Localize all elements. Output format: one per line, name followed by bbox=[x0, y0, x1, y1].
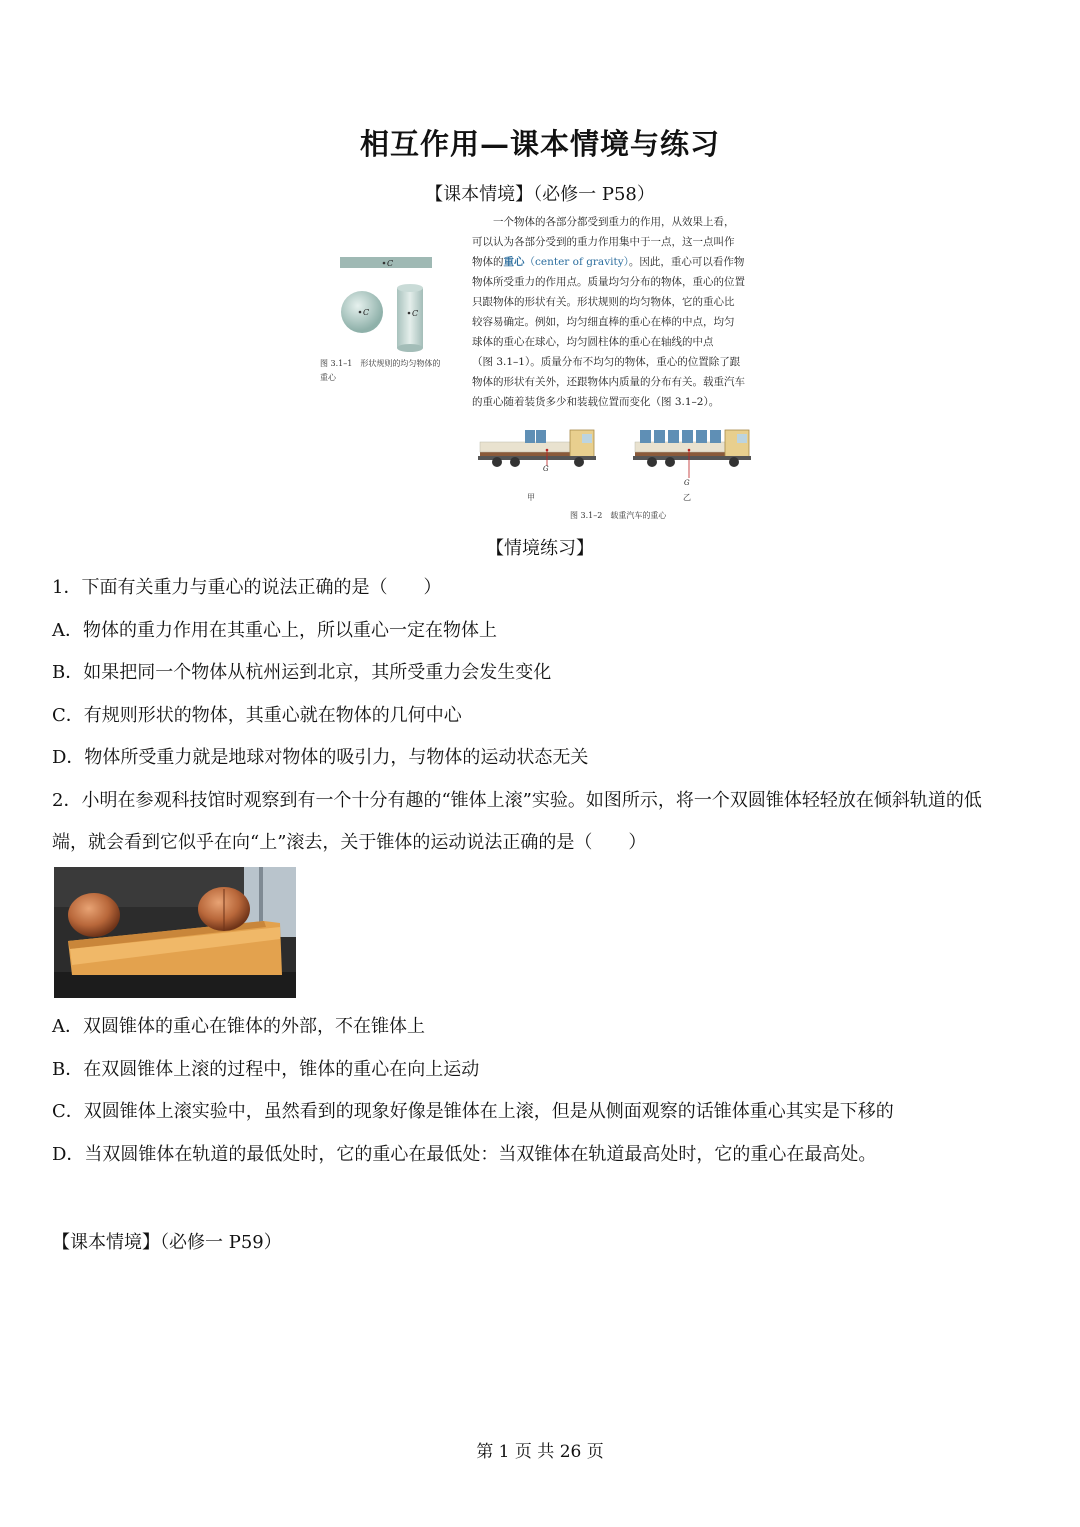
cone-rolling-photo bbox=[54, 867, 296, 998]
question-1-option-d: D．物体所受重力就是地球对物体的吸引力，与物体的运动状态无关 bbox=[52, 747, 589, 768]
question-2-option-c: C．双圆锥体上滚实验中，虽然看到的现象好像是锥体在上滚，但是从侧面观察的话锥体重心其实是下移的 bbox=[52, 1101, 894, 1122]
cylinder-shape bbox=[397, 288, 423, 348]
textbook-line: 物体所受重力的作用点。质量均匀分布的物体，重心的位置 bbox=[472, 276, 745, 288]
double-cone-low bbox=[68, 893, 120, 937]
figure-loaded-trucks bbox=[475, 422, 760, 522]
cylinder-center-label: C bbox=[412, 309, 419, 318]
textbook-line: 一个物体的各部分都受到重力的作用，从效果上看， bbox=[493, 216, 735, 228]
rod-center-label: C bbox=[387, 259, 394, 268]
barrel bbox=[710, 430, 721, 443]
barrel bbox=[654, 430, 665, 443]
barrel bbox=[525, 430, 535, 443]
textbook-paragraph bbox=[472, 212, 772, 412]
barrel bbox=[640, 430, 651, 443]
textbook-line: 的重心随着装货多少和装载位置而变化（图 3.1–2）。 bbox=[472, 396, 720, 408]
textbook-line-term: 物体的重心（center of gravity）。因此，重心可以看作物 bbox=[472, 256, 745, 268]
section-heading-p58: 【课本情境】（必修一 P58） bbox=[425, 184, 655, 205]
question-2-stem: 2．小明在参观科技馆时观察到有一个十分有趣的“锥体上滚”实验。如图所示，将一个双圆锥体轻轻放在倾斜轨道的低 bbox=[52, 790, 982, 811]
textbook-line: 球体的重心在球心，均匀圆柱体的重心在轴线的中点 bbox=[472, 336, 714, 348]
section-heading-exercise: 【情境练习】 bbox=[486, 538, 594, 559]
truck-b bbox=[633, 430, 751, 487]
figure-regular-shapes bbox=[335, 250, 440, 365]
sphere-center-label: C bbox=[363, 308, 370, 317]
textbook-line: 较容易确定。例如，均匀细直棒的重心在棒的中点，均匀 bbox=[472, 316, 735, 328]
term-center-of-gravity: 重心 bbox=[503, 256, 525, 268]
textbook-line: 只跟物体的形状有关。形状规则的均匀物体，它的重心比 bbox=[472, 296, 735, 308]
barrel bbox=[696, 430, 707, 443]
figure-caption-3-1-1: 图 3.1–1 形状规则的均匀物体的 bbox=[320, 359, 441, 368]
truck-a-label: 甲 bbox=[527, 493, 535, 502]
question-2-option-b: B．在双圆锥体上滚的过程中，锥体的重心在向上运动 bbox=[52, 1059, 480, 1080]
page-footer: 第 1 页 共 26 页 bbox=[476, 1442, 604, 1462]
gravity-label: G bbox=[543, 465, 549, 473]
textbook-line: （图 3.1–1）。质量分布不均匀的物体，重心的位置除了跟 bbox=[472, 356, 741, 368]
gravity-label: G bbox=[684, 479, 690, 487]
barrel bbox=[536, 430, 546, 443]
truck-b-label: 乙 bbox=[683, 493, 691, 502]
textbook-line: 物体的形状有关外，还跟物体内质量的分布有关。载重汽车 bbox=[472, 376, 745, 388]
question-2-stem-cont: 端，就会看到它似乎在向“上”滚去，关于锥体的运动说法正确的是（ ） bbox=[52, 832, 647, 853]
figure-caption-3-1-2: 图 3.1–2 载重汽车的重心 bbox=[570, 511, 667, 520]
sphere-shape bbox=[341, 291, 383, 333]
rod-center-dot bbox=[383, 262, 386, 265]
question-1-option-c: C．有规则形状的物体，其重心就在物体的几何中心 bbox=[52, 705, 462, 726]
question-2-option-d: D．当双圆锥体在轨道的最低处时，它的重心在最低处：当双锥体在轨道最高处时，它的重心在最高处。 bbox=[52, 1144, 877, 1165]
sphere-center-dot bbox=[359, 311, 362, 314]
barrel bbox=[682, 430, 693, 443]
textbook-line: 可以认为各部分受到的重力作用集中于一点，这一点叫作 bbox=[472, 236, 735, 248]
cylinder-center-dot bbox=[408, 312, 411, 315]
question-1-stem: 1．下面有关重力与重心的说法正确的是（ ） bbox=[52, 577, 442, 598]
figure-caption-3-1-1-cont: 重心 bbox=[320, 373, 336, 382]
page-title: 相互作用—课本情境与练习 bbox=[359, 127, 720, 161]
truck-a bbox=[478, 430, 596, 473]
question-2-option-a: A．双圆锥体的重心在锥体的外部，不在锥体上 bbox=[52, 1016, 425, 1037]
question-1-option-a: A．物体的重力作用在其重心上，所以重心一定在物体上 bbox=[52, 620, 497, 641]
rod-shape bbox=[340, 257, 432, 268]
barrel bbox=[668, 430, 679, 443]
section-heading-p59: 【课本情境】（必修一 P59） bbox=[52, 1232, 282, 1253]
question-1-option-b: B．如果把同一个物体从杭州运到北京，其所受重力会发生变化 bbox=[52, 662, 552, 683]
